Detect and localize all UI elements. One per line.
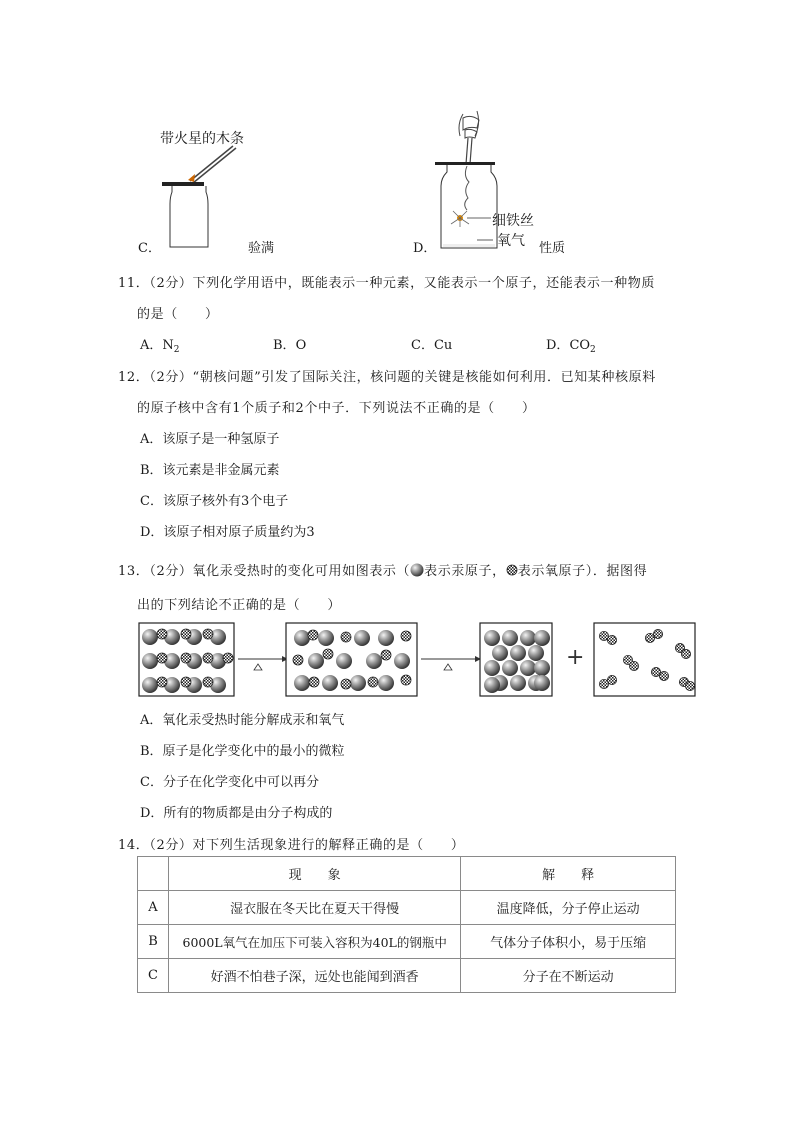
q13-option-b: B．原子是化学变化中的最小的微粒 [140, 744, 345, 759]
q11-option-a: A．$N_2$ [140, 338, 180, 355]
q14-stem: 14．（2分）对下列生活现象进行的解释正确的是（ ） [118, 838, 465, 853]
oxygen-atom [401, 675, 411, 685]
mercury-atom [484, 677, 500, 693]
mercury-atom [294, 630, 310, 646]
oxygen-atom [681, 649, 690, 658]
q11-stem-line1: 11．（2分）下列化学用语中，既能表示一种元素，又能表示一个原子，还能表示一种物质 [118, 276, 655, 291]
mercury-atom [142, 677, 158, 693]
oxygen-atom [157, 629, 167, 639]
mercury-atom [520, 630, 536, 646]
oxygen-atom [401, 631, 411, 641]
mercury-atom [378, 630, 394, 646]
oxygen-atom [181, 677, 191, 687]
oxygen-atom-icon [506, 564, 518, 576]
mercury-atom [394, 653, 410, 669]
mercury-atom [142, 653, 158, 669]
mercury-atom [336, 653, 352, 669]
mercury-atom [534, 660, 550, 676]
oxygen-atom [157, 677, 167, 687]
oxygen-atom [309, 677, 319, 687]
figure-c-test-full [130, 120, 280, 260]
q11-option-b: B．O [273, 338, 307, 353]
oxygen-atom [181, 653, 191, 663]
mercury-atom [354, 630, 370, 646]
mercury-atom [366, 653, 382, 669]
mercury-atom [318, 630, 334, 646]
option-c-letter: C． [138, 241, 161, 256]
oxygen-atom [157, 653, 167, 663]
q12-stem-line1: 12．（2分）“朝核问题”引发了国际关注，核问题的关键是核能如何利用．已知某种核原料 [118, 370, 656, 385]
oxygen-atom [381, 650, 391, 660]
heat-triangle-2 [444, 664, 452, 670]
table-cell: 气体分子体积小，易于压缩 [461, 925, 676, 959]
q12-stem-line2: 的原子核中含有1个质子和2个中子．下列说法不正确的是（ ） [137, 401, 536, 416]
mercury-atom [528, 645, 544, 661]
figure-d-iron-wire [405, 106, 605, 260]
mercury-atom [484, 660, 500, 676]
mercury-atom [350, 675, 366, 691]
table-cell: 湿衣服在冬天比在夏天干得慢 [168, 891, 460, 925]
mercury-atom [534, 675, 550, 691]
q13-stem-line2: 出的下列结论不正确的是（ ） [137, 598, 342, 613]
heat-triangle-1 [254, 664, 262, 670]
mercury-oxide-decomposition-diagram [138, 620, 718, 700]
mercury-atom [142, 629, 158, 645]
option-d-caption: 性质 [539, 241, 566, 256]
stick-label: 带火星的木条 [160, 131, 244, 147]
q12-option-d: D．该原子相对原子质量约为3 [140, 525, 315, 540]
q12-option-c: C．该原子核外有3个电子 [140, 494, 289, 509]
q11-option-c: C．Cu [411, 338, 453, 353]
q13-option-a: A．氧化汞受热时能分解成汞和氧气 [140, 713, 345, 728]
oxygen-atom [341, 632, 351, 642]
q12-option-b: B．该元素是非金属元素 [140, 463, 280, 478]
mercury-atom [510, 645, 526, 661]
oxygen-atom [203, 653, 213, 663]
table-row [138, 925, 676, 959]
oxygen-atom [653, 629, 662, 638]
mercury-atom [502, 660, 518, 676]
mercury-atom [502, 630, 518, 646]
q12-option-a: A．该原子是一种氢原子 [140, 432, 280, 447]
table-cell: B [138, 925, 169, 959]
gas-label: 氧气 [497, 233, 525, 249]
table-header-cell: 解 释 [461, 857, 676, 891]
oxygen-atom [203, 677, 213, 687]
plus-sign: + [566, 645, 585, 670]
box-oxygen [594, 623, 695, 696]
q11-stem-line2: 的是（ ） [137, 307, 219, 322]
table-row [138, 891, 676, 925]
oxygen-atom [629, 661, 638, 670]
oxygen-atom [323, 649, 333, 659]
table-cell: A [138, 891, 169, 925]
option-d-letter: D． [413, 241, 437, 256]
table-header-row [138, 857, 676, 891]
option-c-caption: 验满 [248, 241, 275, 256]
oxygen-atom [685, 681, 694, 690]
table-header-cell [138, 857, 169, 891]
oxygen-atom [341, 679, 351, 689]
q13-option-c: C．分子在化学变化中可以再分 [140, 775, 319, 790]
q13-option-d: D．所有的物质都是由分子构成的 [140, 806, 333, 821]
mercury-atom [484, 630, 500, 646]
table-cell: 好酒不怕巷子深，远处也能闻到酒香 [168, 959, 460, 993]
mercury-atom [510, 675, 526, 691]
mercury-atom [322, 675, 338, 691]
table-cell: 温度降低，分子停止运动 [461, 891, 676, 925]
oxygen-atom [607, 675, 616, 684]
oxygen-atom [223, 653, 233, 663]
oxygen-atom [659, 671, 668, 680]
oxygen-atom [607, 635, 616, 644]
mercury-atom [492, 645, 508, 661]
mercury-atom [520, 660, 536, 676]
table-cell: 分子在不断运动 [461, 959, 676, 993]
oxygen-atom [181, 629, 191, 639]
oxygen-atom [203, 629, 213, 639]
mercury-atom [534, 630, 550, 646]
oxygen-atom [368, 677, 378, 687]
oxygen-atom [293, 655, 303, 665]
mercury-atom-icon [410, 563, 424, 577]
table-cell: 6000L氧气在加压下可装入容积为40L的钢瓶中 [168, 925, 460, 959]
mercury-atom [294, 675, 310, 691]
table-cell: C [138, 959, 169, 993]
q11-option-d: D．$CO_2$ [546, 338, 596, 355]
explanation-table [137, 856, 676, 993]
mercury-atom [308, 653, 324, 669]
table-row [138, 959, 676, 993]
q13-stem-line1: 13．（2分）氧化汞受热时的变化可用如图表示（ 表示汞原子， 表示氧原子）．据图得 [118, 564, 648, 579]
wire-label: 细铁丝 [492, 213, 534, 229]
mercury-atom [378, 675, 394, 691]
oxygen-atom [308, 630, 318, 640]
table-header-cell: 现 象 [168, 857, 460, 891]
